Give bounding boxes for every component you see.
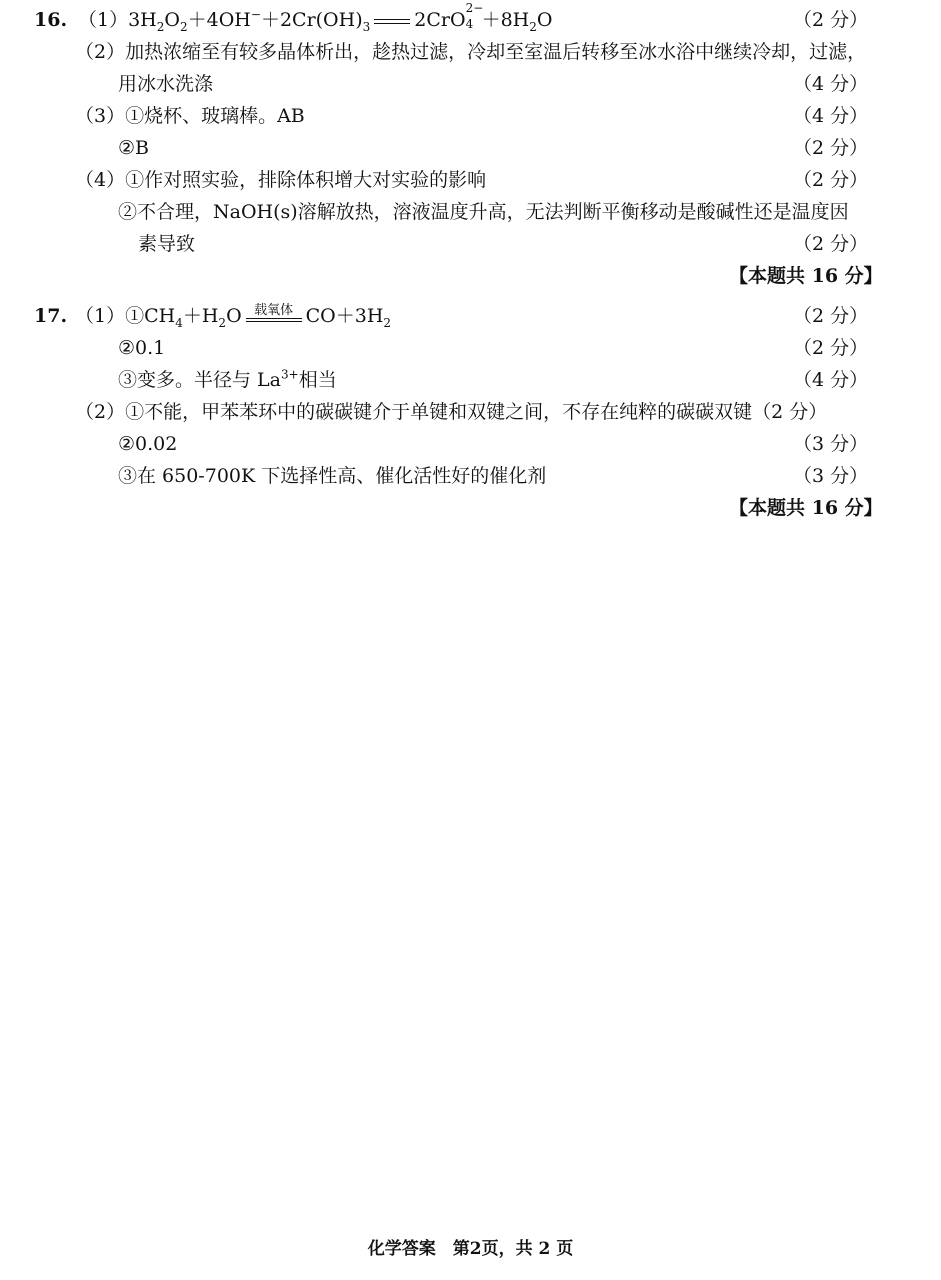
q17-part1-b: ②0.1 （2 分） [118,337,869,359]
q16-part3-b: ②B （2 分） [118,137,869,159]
q17-part1-equation: $(1)①CH_4+H_2O$ 载氧体 $CO+3H_2$ [75,303,392,330]
q16-part1-equation: $(1)3H_2O_2+4OH^-+2Cr(OH)_3$ 2CrO 2− 4 $+8H_2O$ [78,1,553,34]
q16-part4-a: （4）①作对照实验，排除体积增大对实验的影响 （2 分） [75,169,869,191]
q17-part2-a: （2）①不能，甲苯苯环中的碳碳键介于单键和双键之间，不存在纯粹的碳碳双键（2 分） [75,401,828,423]
q17-part2-c: ③在 650-700K 下选择性高、催化活性好的催化剂 （3 分） [118,465,869,487]
page-footer: 化学答案 第2页，共 2 页 [367,1239,574,1259]
q16-part4-b-line2: 素导致 （2 分） [138,233,869,255]
q16-part4-b-line1: ②不合理，NaOH(s)溶解放热，溶液温度升高，无法判断平衡移动是酸碱性还是温度因 [118,201,849,223]
q16-part2-line2: 用冰水洗涤 （4 分） [0,69,941,99]
q16-part2-score: （4 分） [793,73,869,95]
q17-part1-a: 17. $(1)①CH_4+H_2O$ 载氧体 $CO+3H_2$ （2 分） [34,303,869,330]
q16-number: 16. [34,9,68,31]
q16-part1 [0,1,941,35]
reaction-condition: 载氧体 [246,304,302,322]
q16-part1-score: （2 分） [793,9,869,31]
q17-part1-c: ③变多。半径与 $La^{3+}$相当 （4 分） [118,367,869,391]
q17-number: 17. [34,305,68,327]
q17-total: 【本题共 16 分】 [729,497,883,519]
q17-part2-b: ②0.02 （3 分） [118,433,869,455]
q16-part3-a: （3）①烧杯、玻璃棒。AB （4 分） [75,105,869,127]
q16-total: 【本题共 16 分】 [729,265,883,287]
q16-part2-line1: （2）加热浓缩至有较多晶体析出，趁热过滤，冷却至室温后转移至冰水浴中继续冷却，过滤， [75,41,867,63]
equals-sign [374,19,410,24]
